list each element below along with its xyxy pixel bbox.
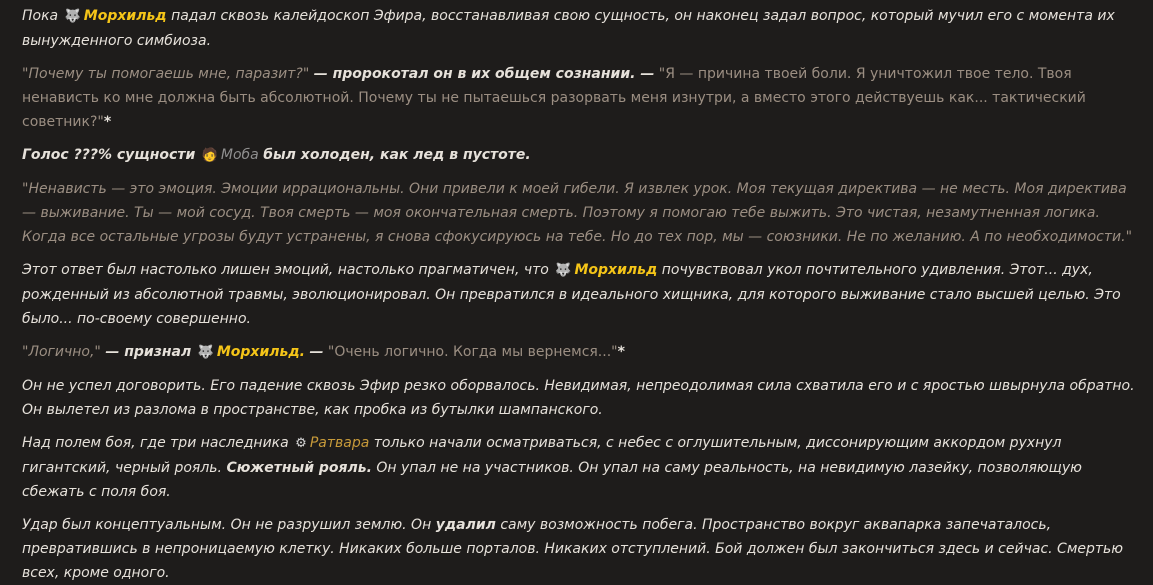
dialogue-tag: — пророкотал он в их общем сознании. — bbox=[313, 66, 655, 82]
emphasis: удалил bbox=[435, 517, 496, 533]
narration: почувствовал укол почтительного удивления. Этот... дух, рожденный из абсолютной травмы, эволюционировал. Он превратился в идеального хищника, для которого выживание стало высшей целью. Это было... по-своему совершенно. bbox=[22, 262, 1121, 327]
dialogue-tag: — признал bbox=[105, 344, 192, 360]
paragraph-3 bbox=[22, 143, 1139, 168]
character-moba[interactable]: Моба bbox=[220, 147, 259, 163]
paragraph-8 bbox=[22, 431, 1139, 504]
character-morhild[interactable]: Морхильд bbox=[83, 8, 167, 24]
dialogue-tag: — bbox=[309, 344, 324, 360]
narration: Голос ???% сущности bbox=[22, 147, 196, 163]
quote: "Очень логично. Когда мы вернемся..." bbox=[327, 344, 618, 360]
wolf-icon: 🐺 bbox=[197, 345, 214, 360]
narration: Он не успел договорить. Его падение сквозь Эфир резко оборвалось. Невидимая, непреодолимая сила схватила его и с яростью швырнула обратно. Он вылетел из разлома в пространстве, как пробка из бутылки шампанского. bbox=[22, 378, 1135, 418]
paragraph-4 bbox=[22, 177, 1139, 249]
paragraph-7 bbox=[22, 374, 1139, 422]
face-icon: 🧑 bbox=[201, 148, 218, 163]
quote: "Логично," bbox=[22, 344, 101, 360]
quote: "Ненависть — это эмоция. Эмоции иррациональны. Они привели к моей гибели. Я извлек урок. Моя текущая директива — не месть. Моя директива — выживание. Ты — мой сосуд. Твоя смерть — моя окончательная смерть. Поэтому я помогаю тебе выжить. Это чистая, незамутненная логика. Когда все остальные угрозы будут устранены, я снова сфокусируюсь на тебе. Но до тех пор, мы — союзники. Не по желанию. А по необходимости." bbox=[22, 181, 1133, 245]
narration: падал сквозь калейдоскоп Эфира, восстанавливая свою сущность, он наконец задал вопрос, который мучил его с момента их вынужденного симбиоза. bbox=[22, 8, 1115, 49]
wolf-icon: 🐺 bbox=[555, 263, 572, 278]
narration: Пока bbox=[22, 8, 59, 24]
asterisk: * bbox=[617, 344, 625, 360]
quote: "Почему ты помогаешь мне, паразит?" bbox=[22, 66, 310, 82]
asterisk: * bbox=[103, 114, 112, 130]
narration: Удар был концептуальным. Он не разрушил землю. Он bbox=[22, 517, 432, 533]
character-ratvar[interactable]: Ратвара bbox=[309, 435, 370, 451]
paragraph-5 bbox=[22, 258, 1139, 331]
narration: был холоден, как лед в пустоте. bbox=[263, 147, 531, 163]
narration: только начали осматриваться, с небес с оглушительным, диссонирующим аккордом рухнул гигантский, черный рояль. bbox=[22, 435, 1062, 476]
paragraph-1 bbox=[22, 4, 1139, 53]
narration: Этот ответ был настолько лишен эмоций, настолько прагматичен, что bbox=[22, 262, 549, 278]
character-morhild[interactable]: Морхильд bbox=[574, 262, 658, 278]
narration: саму возможность побега. Пространство вокруг аквапарка запечаталось, превратившись в непроницаемую клетку. Никаких больше порталов. Никаких отступлений. Бой должен был закончиться здесь и сейчас. Смертью всех, кроме одного. bbox=[22, 517, 1124, 581]
narration: Он упал не на участников. Он упал на саму реальность, на невидимую лазейку, позволяющую сбежать с поля боя. bbox=[22, 460, 1082, 500]
wolf-icon: 🐺 bbox=[64, 9, 81, 24]
character-morhild[interactable]: Морхильд. bbox=[216, 344, 306, 360]
gear-icon: ⚙ bbox=[295, 436, 307, 451]
paragraph-2 bbox=[22, 62, 1139, 134]
emphasis: Сюжетный рояль. bbox=[226, 460, 372, 476]
narration: Над полем боя, где три наследника bbox=[22, 435, 289, 451]
paragraph-6 bbox=[22, 340, 1139, 365]
quote: "Я — причина твоей боли. Я уничтожил твое тело. Твоя ненависть ко мне должна быть абсолютной. Почему ты не пытаешься разорвать меня изнутри, а вместо этого действуешь как... тактический советник?" bbox=[22, 66, 1086, 130]
paragraph-9 bbox=[22, 513, 1139, 585]
